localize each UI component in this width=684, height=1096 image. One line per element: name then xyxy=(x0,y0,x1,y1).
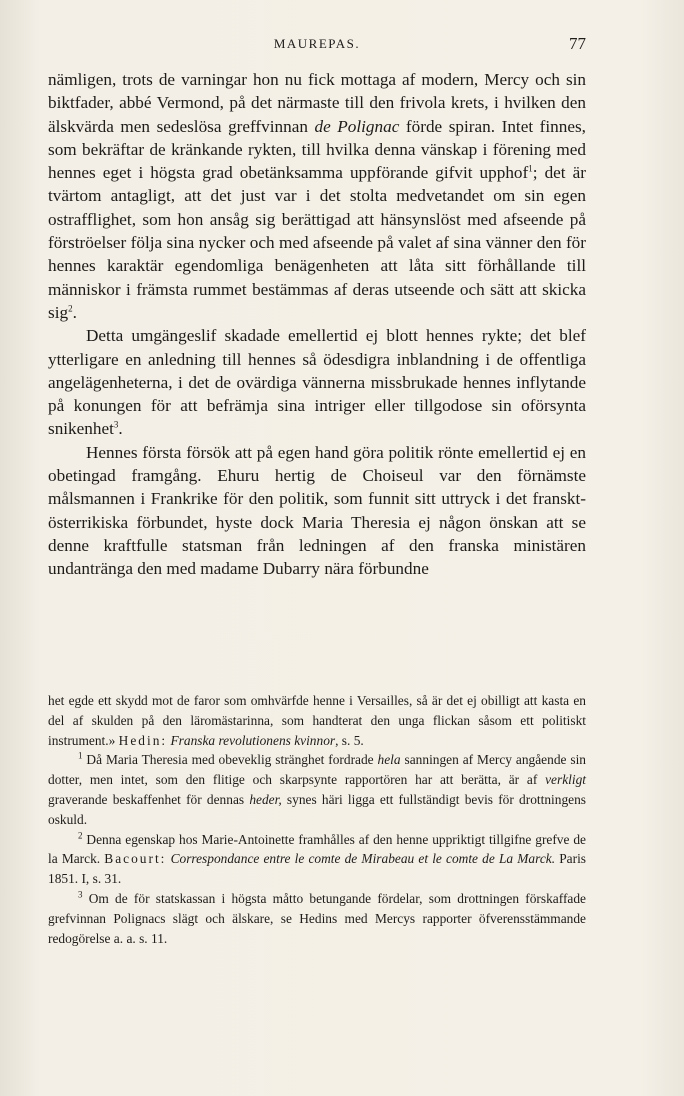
footnote-number: 1 xyxy=(78,750,83,761)
footnote-ref-3: 3 xyxy=(113,419,119,430)
paragraph-3: Hennes första försök att på egen hand göra politik rönte emellertid ej en obetingad framgång. Ehuru hertig de Choiseul var den förnämste målsmannen i Frankrike för den politik, som funnit sitt uttryck i det franskt-österrikiska förbundet, hyste dock Maria Theresia ej någon önskan att se denne kraftfulle statsman från ledningen af den franska ministären undantränga den med madame Dubarry nära förbundne xyxy=(48,442,586,579)
footnote-number: 2 xyxy=(78,830,83,841)
citation-title: Franska revolutionens kvinnor xyxy=(170,732,336,748)
footnote-3: $^3$ Om de för statskassan i högsta måtto betungande fördelar, som drottningen förskaffade grefvinnan Polignacs slägt och älskare, se Hedins med Mercys rapporter öfverensstämmande redogörelse a. a. s. 11. xyxy=(48,889,586,946)
page-number: 77 xyxy=(569,34,586,53)
citation-title: Correspondance entre le comte de Mirabeau et le comte de La Marck. xyxy=(170,851,556,867)
citation-author: Hedin: xyxy=(118,732,168,748)
footnote-continuation: het egde ett skydd mot de faror som omhvärfde henne i Versailles, så är det ej obilligt att kasta en del af skulden på den läromästarinna, som handterat den unga flickan såsom ett politiskt instrument.» Hedin: Franska revolutionens kvinnor, s. 5. xyxy=(48,693,586,748)
main-text xyxy=(48,68,586,581)
footnotes xyxy=(48,691,586,948)
footnote-number: 3 xyxy=(78,889,83,900)
paragraph-1: nämligen, trots de varningar hon nu fick mottaga af modern, Mercy och sin biktfader, abbé Vermond, på det närmaste till den frivola krets, i hvilken den älskvärda men sedeslösa greffvinnan de Polignac förde spiran. Intet finnes, som bekräftar de kränkande rykten, till hvilka denna vänskap i förening med hennes eget i högsta grad obetänksamma uppförande gifvit upphof$^1$; det är tvärtom antagligt, att det just var i det stolta medvetandet om sin egen ostrafflighet, som hon ansåg sig berättigad att hänsynslöst med afseende på förströelser följa sina nycker och med afseende på valet af sina vänner den för hennes karaktär egendomliga benägenheten att låta sitt förhållande till människor i främsta rummet bestämmas af deras utseende och sätt att skicka sig$^2$. xyxy=(48,70,586,322)
paragraph-2: Detta umgängeslif skadade emellertid ej blott hennes rykte; det blef ytterligare en anledning till hennes så ödesdigra inblandning i de offentliga angelägenheterna, i det de ovärdiga vännerna missbrukade hennes inflytande på konungen för att befrämja sina intriger eller tillgodose sin oförsynta snikenhet$^3$. xyxy=(48,326,586,439)
footnote-1: $^1$ Då Maria Theresia med obeveklig stränghet fordrade hela sanningen af Mercy angående sin dotter, men intet, som den flitige och skarpsynte rapportören har att berätta, är af verkligt graverande beskaffenhet för dennas heder, synes häri ligga ett fullständigt bevis för drottningens oskuld. xyxy=(48,750,587,827)
footnote-2: $^2$ Denna egenskap hos Marie-Antoinette framhålles af den henne uppriktigt tillgifne grefve de la Marck. Bacourt: Correspondance entre le comte de Mirabeau et le comte de La Marck. Paris 1851. I, s. 31. xyxy=(48,830,587,887)
footnote-ref-2: 2 xyxy=(68,303,73,314)
name-polignac: de Polignac xyxy=(314,116,400,136)
footnote-ref-1: 1 xyxy=(528,163,533,174)
page-header xyxy=(48,36,586,58)
running-title: MAUREPAS. xyxy=(273,36,361,51)
citation-author: Bacourt: xyxy=(104,851,167,867)
